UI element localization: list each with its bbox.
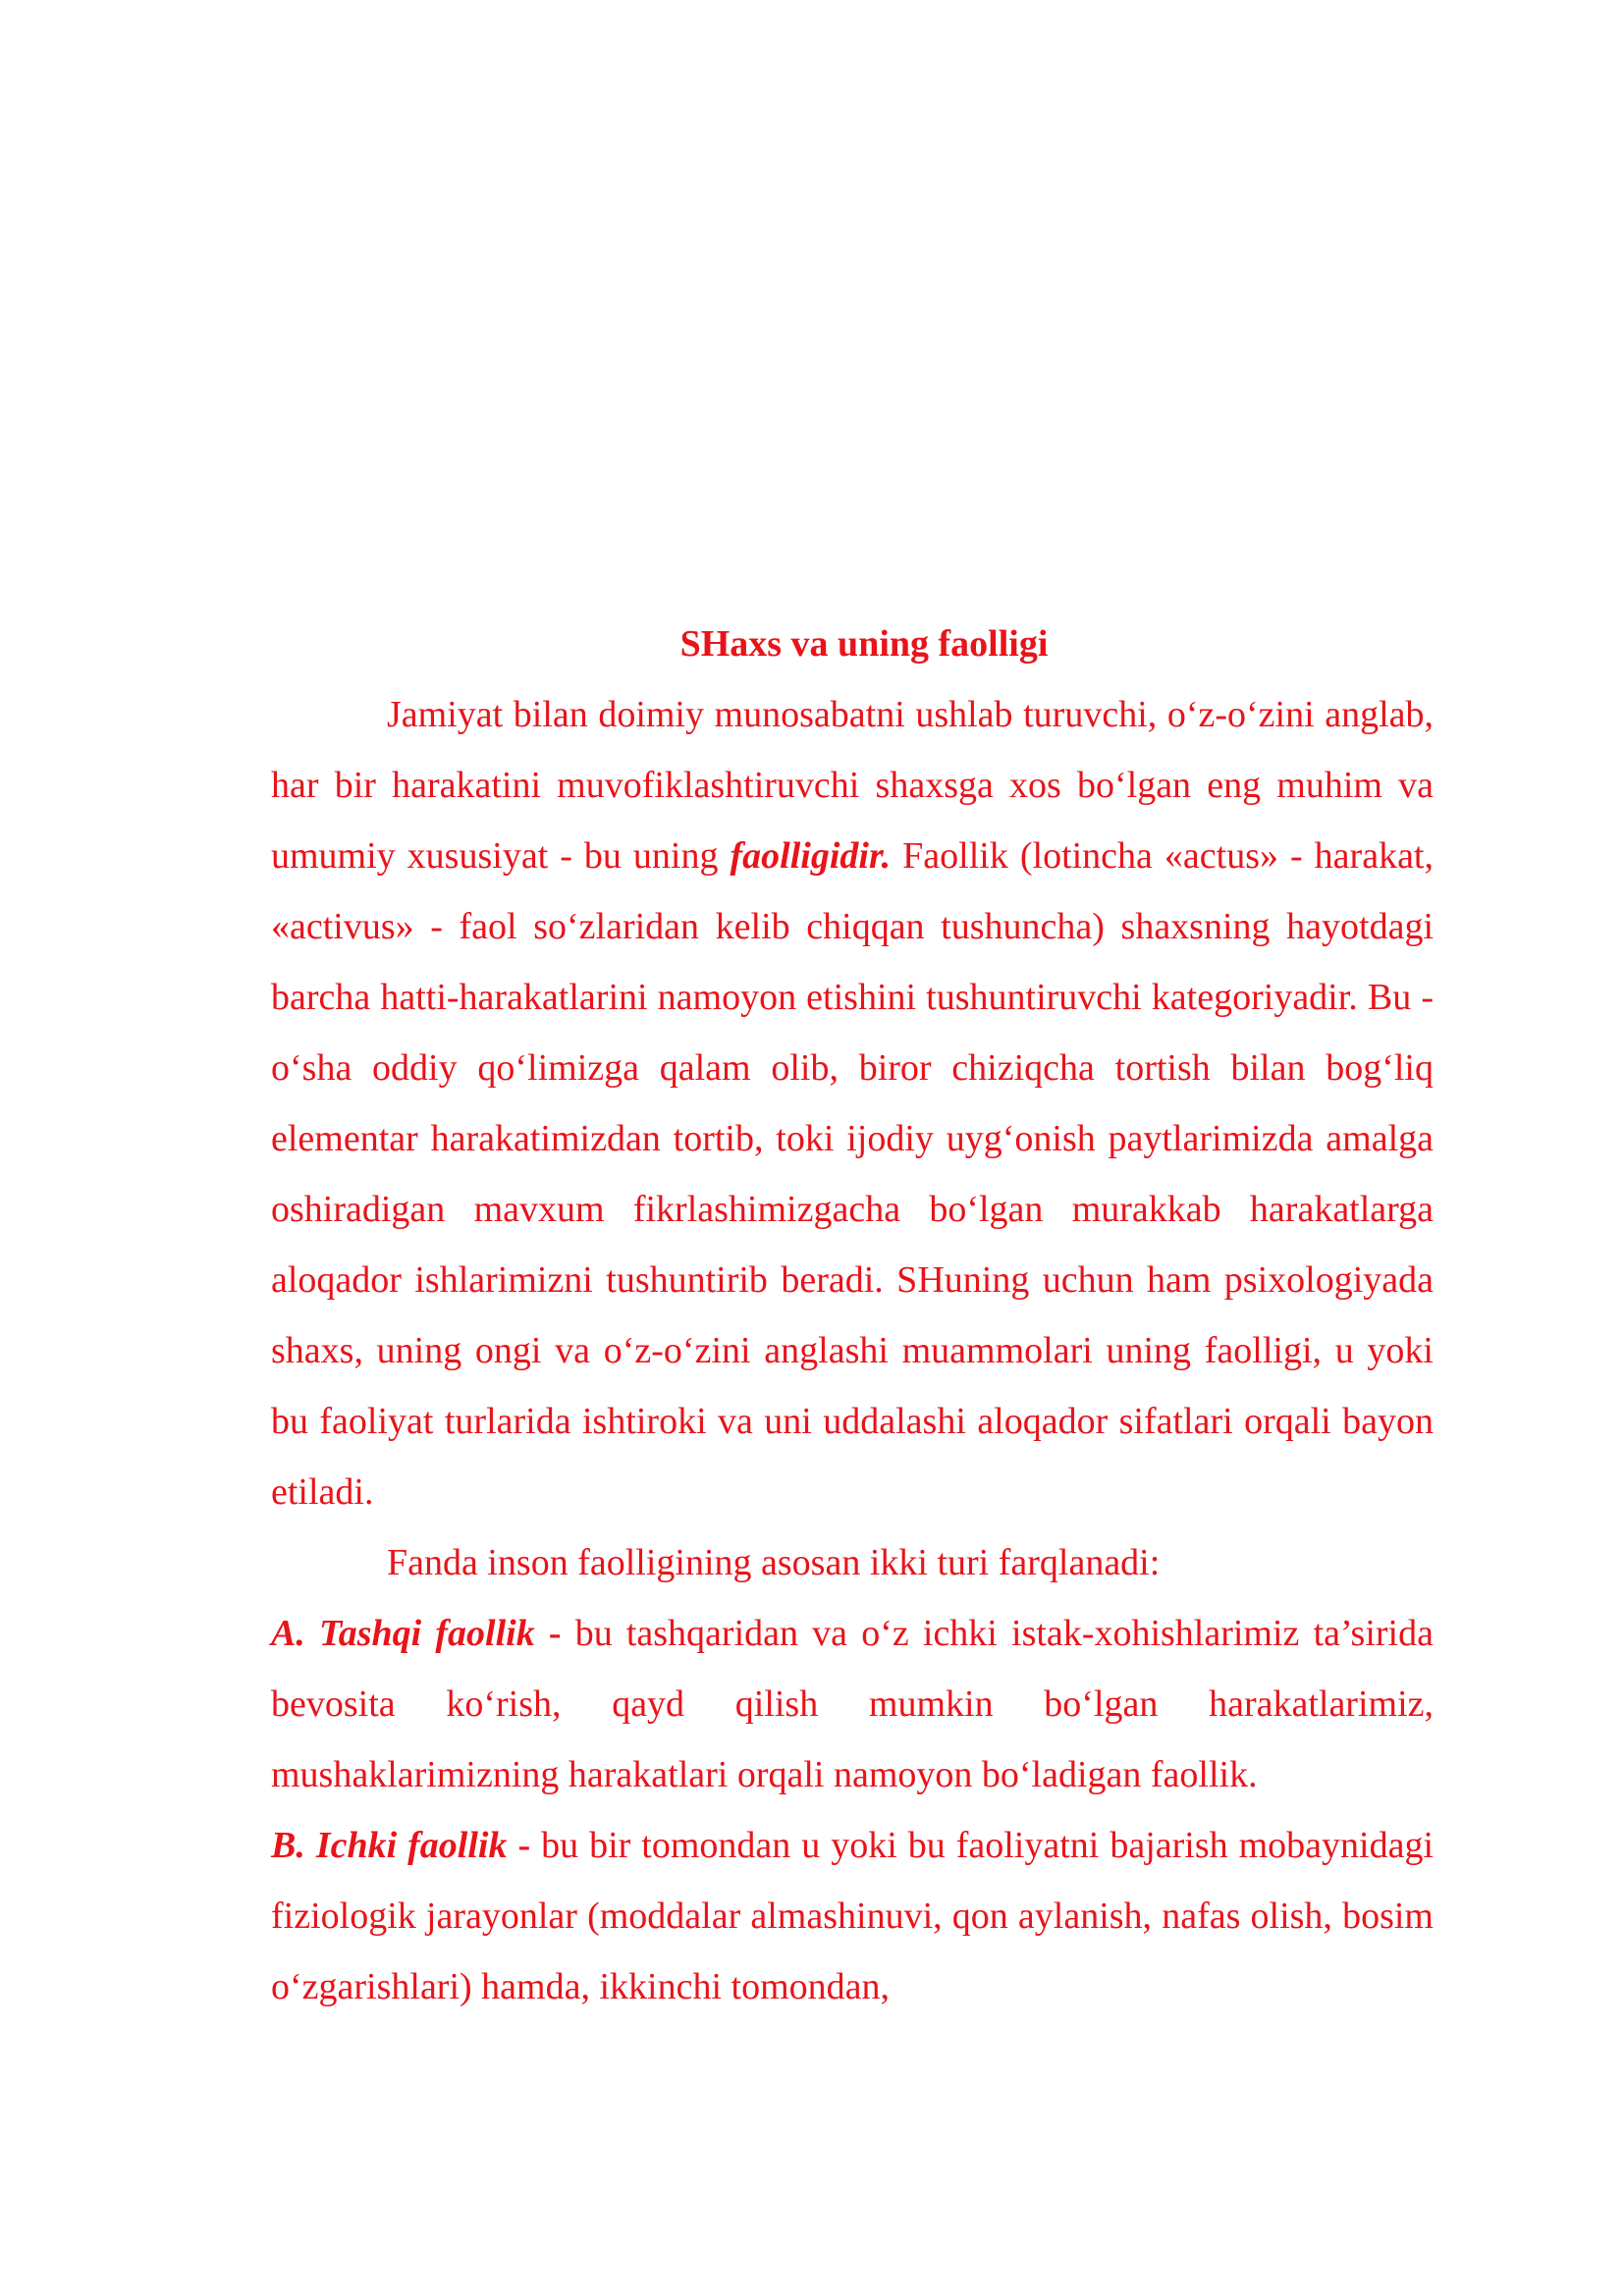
term-tashqi-faollik: A. Tashqi faollik — [271, 1613, 535, 1654]
document-body — [271, 609, 1434, 2022]
term-ichki-faollik: B. Ichki faollik — [271, 1825, 508, 1866]
document-title: SHaxs va uning faolligi — [679, 623, 1049, 665]
list-item-ichki-faollik — [271, 1810, 1434, 2022]
list-item-tashqi-faollik — [271, 1598, 1434, 1810]
paragraph-text-end: Faollik (lotincha «actus» - harakat, «activus» - faol so‘zlaridan kelib chiqqan tushuncha) shaxsning hayotdagi barcha hatti-harakatlarini namoyon etishini tushuntiruvchi kategoriyadir. Bu - o‘sha oddiy qo‘limizga qalam olib, biror chiziqcha tortish bilan bog‘liq elementar harakatimizdan tortib, toki ijodiy uyg‘onish paytlarimizda amalga oshiradigan mavxum fikrlashimizgacha bo‘lgan murakkab harakatlarga aloqador ishlarimizni tushuntirib beradi. SHuning uchun ham psixologiyada shaxs, uning ongi va o‘z-o‘zini anglashi muammolari uning faolligi, u yoki bu faoliyat turlarida ishtiroki va uni uddalashi aloqador sifatlari orqali bayon etiladi. — [271, 835, 1434, 1513]
term-dash: - — [507, 1825, 542, 1866]
term-dash: - — [534, 1613, 575, 1654]
emphasis-faolligidir: faolligidir. — [730, 835, 892, 877]
term-description: bu bir tomondan u yoki bu faoliyatni bajarish mobaynidagi fiziologik jarayonlar (moddalar almashinuvi, qon aylanish, nafas olish, bosim o‘zgarishlari) hamda, ikkinchi tomondan, — [271, 1825, 1434, 2007]
term-description: bu tashqaridan va o‘z ichki istak-xohishlarimiz ta’sirida bevosita ko‘rish, qayd qilish mumkin bo‘lgan harakatlarimiz, mushaklarimizning harakatlari orqali namoyon bo‘ladigan faollik. — [271, 1613, 1434, 1795]
paragraph-two-types: Fanda inson faolligining asosan ikki turi farqlanadi: — [387, 1542, 1161, 1583]
paragraph-faollik-definition — [271, 679, 1434, 1527]
paragraph-text-start: Jamiyat bilan doimiy munosabatni ushlab turuvchi, o‘z-o‘zini anglab, har bir harakatini muvofiklashtiruvchi shaxsga xos bo‘lgan eng muhim va umumiy xususiyat - bu uning — [271, 694, 1434, 877]
